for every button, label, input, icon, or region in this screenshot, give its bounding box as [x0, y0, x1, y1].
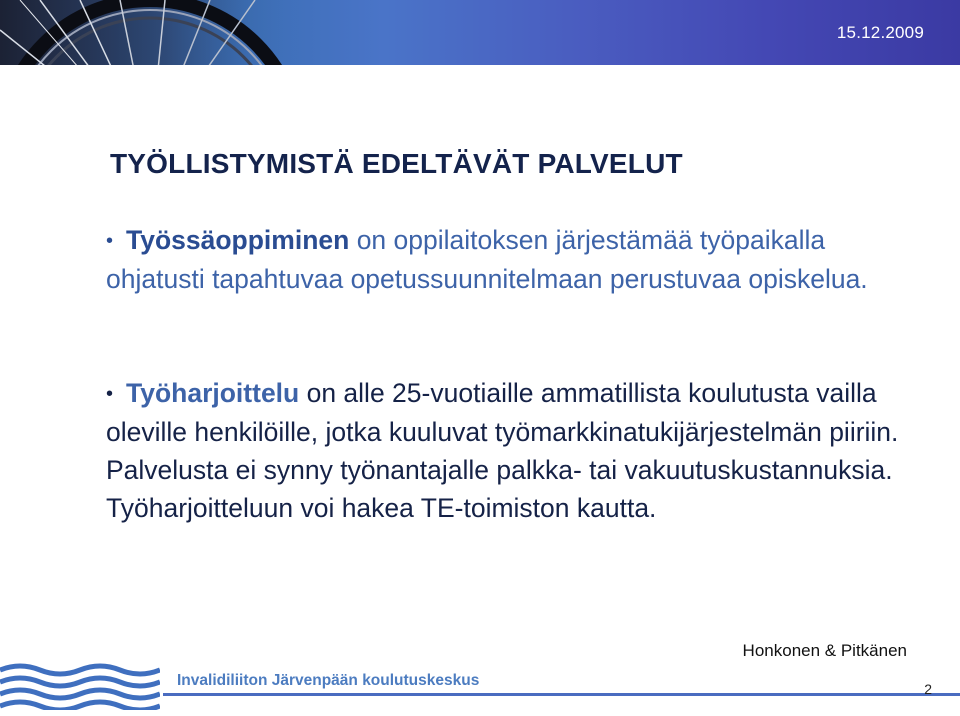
bullet-text: on alle 25-vuotiaille ammatillista koulutusta vailla oleville henkilöille, jotka kuuluvat työmarkkinatukijärjestelmän piiriin. Palvelusta ei synny työnantajalle palkka- tai vakuutuskustannuksia. Työharjoitteluun voi hakea TE-toimiston kautta.: [106, 378, 899, 523]
bullet-term: Työharjoittelu: [126, 378, 300, 408]
bullet-term: Työssäoppiminen: [126, 225, 350, 255]
footer-divider: [163, 693, 960, 696]
slide-title: TYÖLLISTYMISTÄ EDELTÄVÄT PALVELUT: [110, 148, 683, 179]
page-number: 2: [924, 681, 932, 697]
organization-name: Invalidiliiton Järvenpään koulutuskeskus: [177, 672, 480, 689]
bullet-item: [106, 374, 906, 527]
author-credit: Honkonen & Pitkänen: [742, 641, 907, 660]
slide-date: 15.12.2009: [836, 23, 924, 42]
wave-logo-icon: [0, 660, 160, 710]
bullet-text: on oppilaitoksen järjestämää työpaikalla ohjatusti tapahtuvaa opetussuunnitelmaan perustuvaa opiskelua.: [106, 225, 868, 294]
wheelchair-wheel-image: [0, 0, 300, 65]
bullet-item: [106, 221, 906, 298]
bullet-dot-icon: •: [106, 230, 114, 252]
bullet-dot-icon: •: [106, 383, 114, 405]
header-banner: [0, 0, 960, 65]
